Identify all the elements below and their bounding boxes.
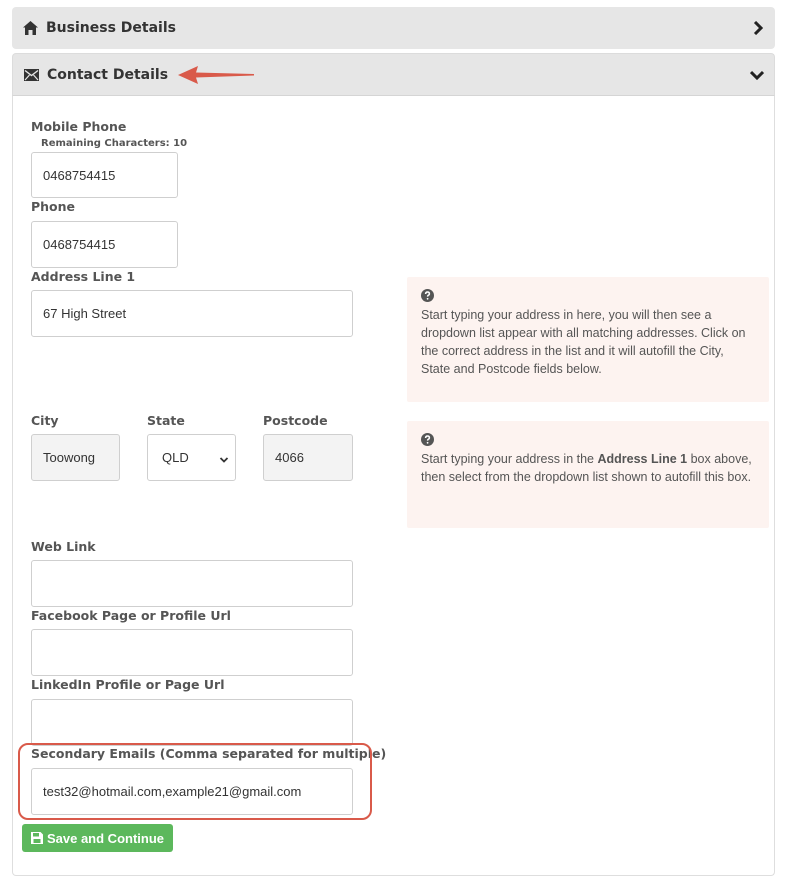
business-details-header[interactable] <box>12 7 775 49</box>
facebook-label: Facebook Page or Profile Url <box>31 608 231 623</box>
address-line1-label: Address Line 1 <box>31 269 136 284</box>
remaining-characters-hint: Remaining Characters: 10 <box>41 138 188 149</box>
home-icon <box>22 20 38 36</box>
business-details-title: Business Details <box>46 20 176 36</box>
postcode-label: Postcode <box>263 413 328 428</box>
mobile-phone-input[interactable]: 0468754415 <box>31 152 178 198</box>
address-help-box <box>407 277 769 402</box>
city-help-text-bold: Address Line 1 <box>597 452 688 466</box>
postcode-input[interactable]: 4066 <box>263 434 353 481</box>
state-select[interactable] <box>147 434 236 481</box>
linkedin-input[interactable] <box>31 699 353 746</box>
web-link-input[interactable] <box>31 560 353 607</box>
web-link-label: Web Link <box>31 539 96 554</box>
state-label: State <box>147 413 185 428</box>
contact-details-header[interactable] <box>12 53 775 96</box>
chevron-right-icon[interactable] <box>751 21 765 35</box>
save-button-label: Save and Continue <box>46 830 165 846</box>
address-help-text: Start typing your address in here, you will then see a dropdown list appear with all matching addresses. Click on the correct address in the list and it will autofill the City, State and Postcode fields below. <box>421 308 746 376</box>
save-icon <box>31 832 43 844</box>
mobile-phone-label: Mobile Phone <box>31 119 127 134</box>
secondary-emails-label: Secondary Emails (Comma separated for multiple) <box>31 746 387 761</box>
question-circle-icon <box>421 433 434 446</box>
chevron-down-icon[interactable] <box>750 68 764 82</box>
city-help-text-after: box above, then select from the dropdown list shown to autofill this box. <box>421 452 752 484</box>
question-circle-icon <box>421 289 434 302</box>
city-help-text-before: Start typing your address in the <box>421 452 598 466</box>
chevron-down-icon <box>219 453 229 463</box>
phone-input[interactable]: 0468754415 <box>31 221 178 268</box>
envelope-icon <box>23 67 39 83</box>
city-input[interactable]: Toowong <box>31 434 120 481</box>
contact-details-title: Contact Details <box>47 66 169 83</box>
save-and-continue-button[interactable] <box>22 824 173 852</box>
secondary-emails-input[interactable]: test32@hotmail.com,example21@gmail.com <box>31 768 353 815</box>
facebook-input[interactable] <box>31 629 353 676</box>
state-selected-value: QLD <box>162 450 189 465</box>
linkedin-label: LinkedIn Profile or Page Url <box>31 677 225 692</box>
address-line1-input[interactable]: 67 High Street <box>31 290 353 337</box>
phone-label: Phone <box>31 199 76 214</box>
annotation-arrow-icon <box>176 64 256 86</box>
city-help-box <box>407 421 769 528</box>
highlight-annotation <box>18 743 372 820</box>
city-label: City <box>31 413 59 428</box>
